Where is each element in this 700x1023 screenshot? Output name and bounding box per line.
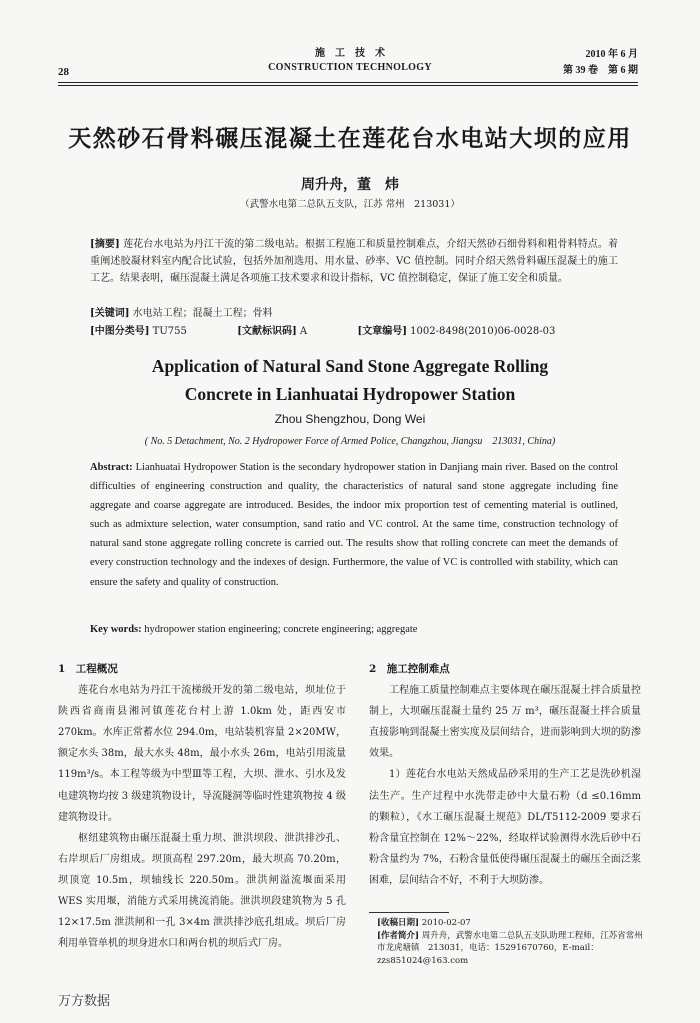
keywords-en-label: Key words: — [90, 624, 142, 635]
author-bio-label: [作者简介] — [377, 930, 420, 941]
watermark: 万方数据 — [58, 993, 111, 1008]
abstract-en-text: Lianhuatai Hydropower Station is the secondary hydropower station in Danjiang main river. Based on the control difficulties of engineering construction and quality, the characteristics of natural sand stone aggregate including fine aggregate and coarse aggregate are introduced. Besides, the indoor mix proportion test of cementing material is outlined, such as admixture selection, water consumption, sand ratio and VC control. At the same time, construction technology of natural sand stone aggregate rolling concrete is carried out. The results show that rolling concrete can meet the demands of every construction technology and the indexes of design. Furthermore, the value of VC is controlled with stability, which can ensure the safety and quality of construction. — [90, 462, 619, 588]
page-number: 28 — [58, 66, 69, 78]
affiliation-en: ( No. 5 Detachment, No. 2 Hydropower Force of Armed Police, Changzhou, Jiangsu 213031, China) — [144, 436, 556, 447]
received-value: 2010-02-07 — [421, 918, 471, 928]
keywords-cn-text: 水电站工程；混凝土工程；骨料 — [132, 308, 273, 319]
paper-title-cn: 天然砂石骨料碾压混凝土在莲花台水电站大坝的应用 — [68, 125, 632, 152]
section-2-heading: 2 施工控制难点 — [369, 663, 450, 675]
article-number-value: 1002-8498(2010)06-0028-03 — [410, 326, 556, 337]
section-1-paragraph-1: 莲花台水电站为丹江干流梯级开发的第二级电站，坝址位于陕西省商南县湘河镇莲花台村上游 1.0km 处，距西安市 270km。水库正常蓄水位 294.0m，电站装机容量 2×20MW，额定水头 38m，最大水头 48m，最小水头 26m，电站引用流量 119m³/s。本工程等级为中型Ⅲ等工程，大坝、泄水、引水及发电建筑物均按 3 级建筑物设计，导流隧洞等临时性建筑物按 4 级建筑物设计。 — [58, 685, 346, 823]
received-date — [377, 917, 645, 930]
section-2 — [369, 659, 641, 891]
header-rule-thin — [58, 85, 638, 86]
abstract-en — [90, 458, 618, 592]
doc-code-value: A — [299, 326, 308, 337]
received-label: [收稿日期] — [377, 918, 420, 928]
section-1-paragraph-2: 枢纽建筑物由碾压混凝土重力坝、泄洪坝段、泄洪排沙孔、右岸坝后厂房组成。坝顶高程 297.20m，最大坝高 70.20m，坝顶宽 10.5m，坝轴线长 220.50m。泄洪闸溢流堰面采用 WES 实用堰，消能方式采用挑流消能。泄洪坝段建筑物为 5 孔 12×17.5m 泄洪闸和一孔 3×4m 泄洪排沙底孔组成。坝后厂房利用单管单机的坝身进水口和两台机的坝后式厂房。 — [58, 832, 346, 950]
abstract-cn — [90, 236, 618, 287]
footnote — [377, 917, 645, 967]
affiliation-cn: （武警水电第二总队五支队，江苏 常州 213031） — [240, 199, 460, 210]
section-1-body — [58, 680, 346, 954]
keywords-cn — [90, 305, 618, 322]
issue-date: 2010 年 6 月 — [585, 49, 638, 60]
author-bio — [377, 930, 645, 968]
authors-en: Zhou Shengzhou, Dong Wei — [274, 412, 426, 426]
keywords-en-text: hydropower station engineering; concrete engineering; aggregate — [144, 624, 418, 635]
header-rule — [58, 82, 638, 83]
paper-title-en-line2: Concrete in Lianhuatai Hydropower Station — [184, 384, 516, 404]
abstract-en-label: Abstract: — [90, 462, 133, 473]
issue-volume: 第 39 卷 第 6 期 — [563, 65, 638, 76]
clc-label: [中图分类号] — [90, 326, 150, 337]
abstract-cn-text: 莲花台水电站为丹江干流的第二级电站。根据工程施工和质量控制难点，介绍天然砂石细骨料和粗骨料特点。着重阐述胶凝材料室内配合比试验，包括外加剂选用、用水量、砂率、VC 值控制。同时介绍天然骨料碾压混凝土的施工工艺。结果表明，碾压混凝土满足各项施工技术要求和设计指标，VC 值控制稳定，保证了施工安全和质量。 — [90, 239, 619, 284]
footnote-rule — [369, 912, 449, 913]
author-bio-text: 周升舟，武警水电第二总队五支队助理工程师，江苏省常州市龙虎塘镇 213031，电话：15291670760，E-mail：zzs851024@163.com — [377, 930, 643, 966]
paper-title-en-line1: Application of Natural Sand Stone Aggregate Rolling — [151, 356, 549, 376]
section-2-paragraph-2: 1）莲花台水电站天然成品砂采用的生产工艺是洗砂机湿法生产。生产过程中水洗带走砂中大量石粉（d ≤0.16mm 的颗粒），《水工碾压混凝土规范》DL/T5112-2009 要求石粉含量宜控制在 12%～22%，经取样试验测得水洗后砂中石粉含量约为 7%，石粉含量低使得碾压混凝土的碾压全面泛浆困难，层间结合不好，不利于大坝防渗。 — [369, 769, 641, 886]
keywords-cn-label: [关键词] — [90, 308, 130, 319]
abstract-cn-label: [摘要] — [90, 239, 120, 250]
paper-title-en — [0, 352, 700, 408]
keywords-en — [90, 624, 618, 635]
clc-value: TU755 — [152, 326, 187, 337]
section-2-paragraph-1: 工程施工质量控制难点主要体现在碾压混凝土拌合质量控制上，大坝碾压混凝土量约 25 万 m³，碾压混凝土拌合质量直接影响到混凝土密实度及层间结合，进而影响到大坝的防渗效果。 — [369, 685, 641, 760]
issue-info — [563, 47, 638, 79]
section-1-heading: 1 工程概况 — [58, 663, 118, 675]
section-1 — [58, 659, 346, 954]
section-2-body — [369, 680, 641, 891]
journal-name-en: CONSTRUCTION TECHNOLOGY — [268, 62, 432, 73]
doc-code-label: [文献标识码] — [237, 326, 297, 337]
authors-cn: 周升舟，董 炜 — [301, 177, 399, 193]
journal-name-cn: 施 工 技 术 — [315, 48, 385, 59]
article-number-label: [文章编号] — [357, 326, 407, 337]
classification-line — [90, 323, 618, 340]
journal-header — [250, 47, 450, 75]
